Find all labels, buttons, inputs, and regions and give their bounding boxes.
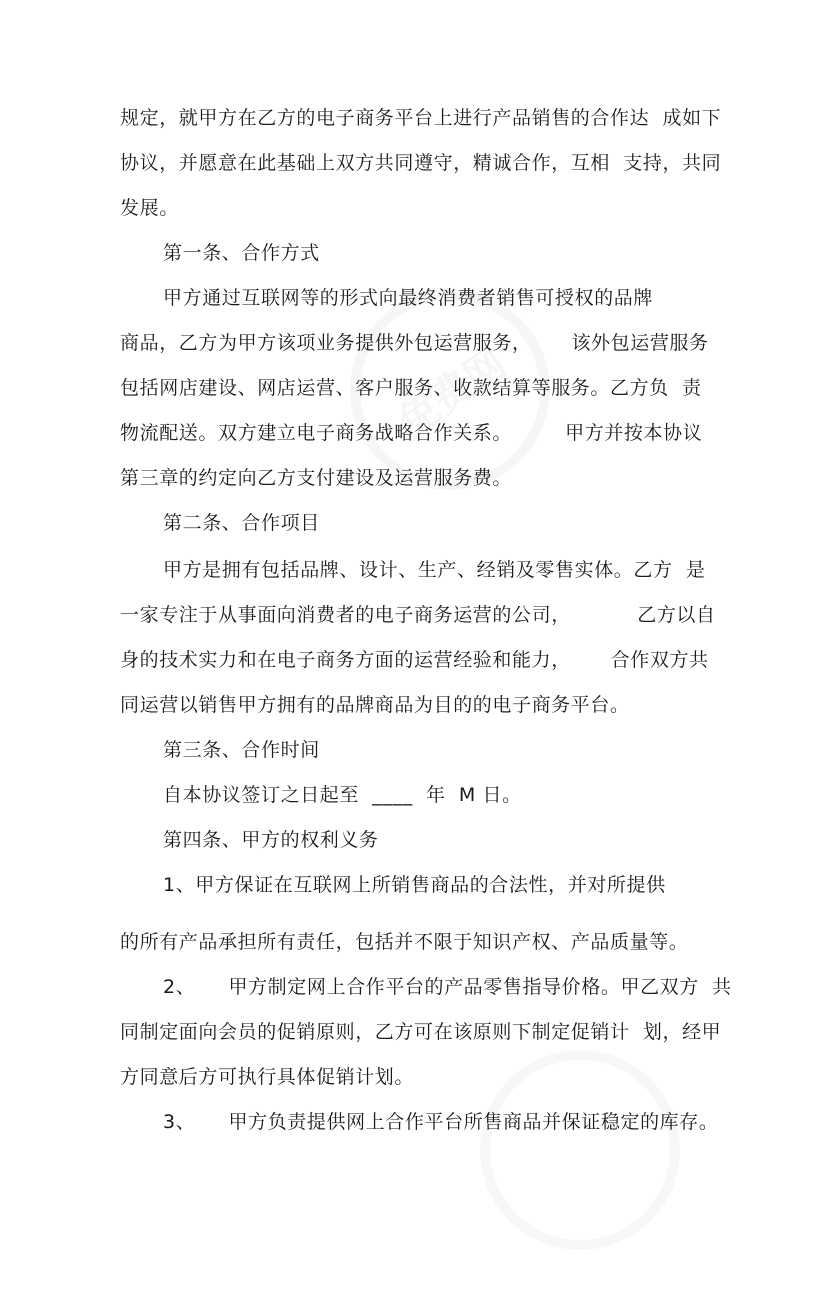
paragraph-line: 甲方是拥有包括品牌、设计、生产、经销及零售实体。乙方 是: [163, 559, 706, 581]
paragraph-line: 同制定面向会员的促销原则，乙方可在该原则下制定促销计 划，经甲: [120, 1021, 722, 1043]
paragraph-line: 包括网店建设、网店运营、客户服务、收款结算等服务。乙方负 责: [120, 377, 702, 399]
paragraph-line: 协议，并愿意在此基础上双方共同遵守，精诚合作，互相 支持，共同: [120, 152, 722, 174]
section-heading-2: 第二条、合作项目: [163, 512, 320, 534]
paragraph-line: 自本协议签订之日起至 ____ 年 M 日。: [163, 784, 522, 806]
paragraph-line: 物流配送。双方建立电子商务战略合作关系。 甲方并按本协议: [120, 422, 703, 444]
section-heading-3: 第三条、合作时间: [163, 739, 320, 761]
paragraph-line: 的所有产品承担所有责任，包括并不限于知识产权、产品质量等。: [120, 931, 689, 953]
paragraph-line: 发展。: [120, 197, 179, 219]
paragraph-line: 身的技术实力和在电子商务方面的运营经验和能力， 合作双方共: [120, 649, 709, 671]
paragraph-line: 1、甲方保证在互联网上所销售商品的合法性，并对所提供: [163, 874, 666, 896]
paragraph-line: 方同意后方可执行具体促销计划。: [120, 1066, 415, 1088]
paragraph-line: 同运营以销售甲方拥有的品牌商品为目的的电子商务平台。: [120, 694, 630, 716]
paragraph-line: 甲方通过互联网等的形式向最终消费者销售可授权的品牌: [163, 287, 654, 309]
paragraph-line: 一家专注于从事面向消费者的电子商务运营的公司， 乙方以自: [120, 604, 716, 626]
section-heading-4: 第四条、甲方的权利义务: [163, 829, 379, 851]
paragraph-line: 规定，就甲方在乙方的电子商务平台上进行产品销售的合作达 成如下: [120, 107, 722, 129]
paragraph-line: 第三章的约定向乙方支付建设及运营服务费。: [120, 467, 513, 489]
paragraph-line: 2、 甲方制定网上合作平台的产品零售指导价格。甲乙双方 共: [163, 976, 732, 998]
watermark-stamp-lower: [441, 1011, 720, 1289]
paragraph-line: 3、 甲方负责提供网上合作平台所售商品并保证稳定的库存。: [163, 1111, 719, 1133]
section-heading-1: 第一条、合作方式: [163, 242, 320, 264]
paragraph-line: 商品，乙方为甲方该项业务提供外包运营服务， 该外包运营服务: [120, 332, 709, 354]
